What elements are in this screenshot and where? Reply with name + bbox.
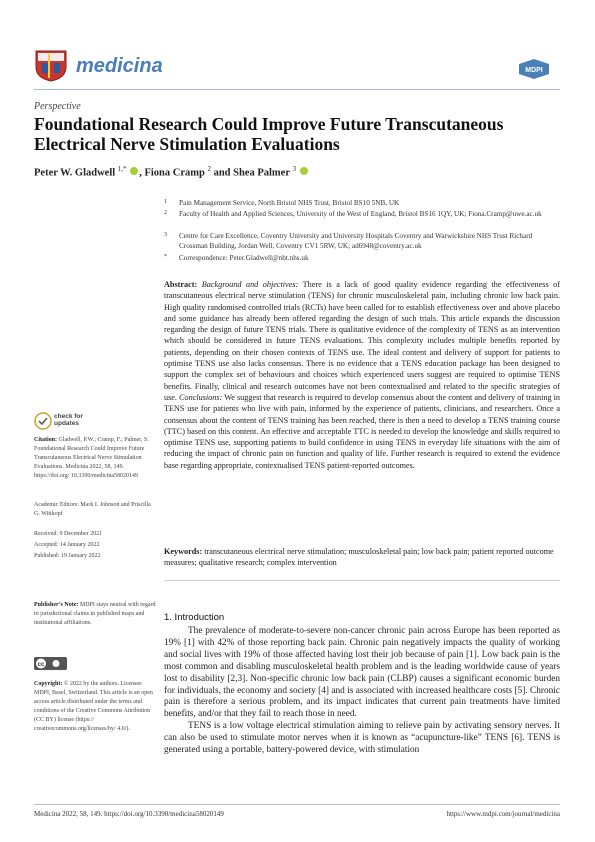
publisher-note — [34, 601, 158, 628]
author-name[interactable]: Shea Palmer — [233, 167, 290, 179]
affiliation-2 — [164, 210, 560, 220]
copyright-text: © 2022 by the authors. Licensee MDPI, Basel, Switzerland. This article is an open access article distributed under the terms and conditions of the Creative Commons Attribution (CC BY) license (https:// creativecommons.org/licenses/by/ 4.0/). — [34, 681, 153, 732]
body-text — [164, 626, 560, 757]
check-for-updates[interactable] — [54, 413, 83, 427]
affiliation-3 — [164, 232, 560, 251]
author-name[interactable]: Peter W. Gladwell — [34, 167, 116, 179]
copyright-label: Copyright: — [34, 681, 63, 687]
journal-name[interactable]: medicina — [76, 55, 163, 77]
publisher-note-text: MDPI stays neutral with regard to jurisdictional claims in published maps and institutional affiliations. — [34, 602, 156, 626]
citation-label: Citation: — [34, 437, 57, 443]
journal-logo-icon — [34, 49, 68, 82]
affiliation-1 — [164, 199, 560, 209]
abstract-conclusions: We suggest that research is required to develop consensus about the content and delivery of training in TENS use for patients who live with pain, informed by the experience of patients, clinicians, and researchers. Once a consensus about the content of TENS training has been reached, there is then a need to develop a TENS training course (TTC) based on this content. An effective and acceptable TTC is needed to develop the knowledge and skills required to optimise TENS use, supporting patients to build confidence in using TENS in everyday life situations with the aim of reducing the impact of chronic pain on function and quality of life. Further research is required to extend the evidence base regarding appropriate, contextualised TENS patient-reported outcomes. — [164, 392, 561, 470]
paragraph: TENS is a low voltage electrical stimulation aiming to relieve pain by activating sensory nerves. It can also be used to stimulate motor nerves when it is known as “acupuncture-like” TENS [6]. TENS is generated using a portable, battery-powered device, with stimulation — [164, 721, 560, 756]
check-for-updates-line1: check for — [54, 413, 83, 420]
affiliation-number: 2 — [164, 210, 167, 216]
affiliation-number: 3 — [164, 232, 167, 238]
academic-editors: Academic Editors: Mark I. Johnson and Priscilla G. Wittkopf — [34, 502, 151, 517]
article-title: Foundational Research Could Improve Future Transcutaneous Electrical Nerve Stimulation Evaluations — [34, 114, 504, 154]
received-date: Received: 9 December 2021 — [34, 531, 103, 537]
published-date: Published: 19 January 2022 — [34, 553, 101, 559]
cc-badge-text: cc — [37, 662, 45, 668]
citation-block — [34, 436, 158, 481]
footer-journal-link[interactable]: https://www.mdpi.com/journal/medicina — [446, 810, 560, 818]
copyright-block — [34, 680, 158, 734]
author-affiliation-marker: 3 — [292, 165, 296, 173]
citation-text[interactable]: Gladwell, P.W.; Cramp, F.; Palmer, S. Foundational Research Could Improve Future Transcutaneous Electrical Nerve Stimulation Evaluations. Medicina 2022, 58, 149. https://doi.org/ 10.3390/medicina58020149 — [34, 437, 149, 479]
check-for-updates-icon[interactable] — [34, 412, 52, 430]
author-affiliation-marker: 2 — [207, 165, 211, 173]
header-divider — [34, 89, 560, 90]
abstract-background-label: Background and objectives: — [201, 280, 299, 289]
creative-commons-icon[interactable] — [34, 657, 67, 670]
footer-citation[interactable]: Medicina 2022, 58, 149. https://doi.org/10.3390/medicina58020149 — [34, 810, 224, 818]
orcid-icon[interactable] — [300, 167, 308, 175]
paragraph: The prevalence of moderate-to-severe non-cancer chronic pain across Europe has been reported as 19% [1] with 42% of those reporting back pain. Chronic pain negatively impacts the quality of working and social lives with 19% of those affected having lost their job because of pain [1]. Low back pain is the most common and disabling musculoskeletal health problem and is the leading worldwide cause of years lost to disability [2,3]. Non-specific chronic low back pain (CLBP) causes a significant economic burden for individuals, the economy and society [4] and is associated with increased healthcare costs [5]. Chronic pain is therefore a serious problem, and its impact indicates that current pain treatments have limited benefits, and/or that they fail to reach those in need. — [164, 626, 560, 720]
author-name[interactable]: Fiona Cramp — [144, 167, 205, 179]
affiliation-text: Centre for Care Excellence, Coventry University and University Hospitals Coventry and Warwickshire NHS Trust Richard Crossman Building, Jordan Well, Coventry CV1 5RW, UK; ad6948@coventry.ac.uk — [179, 232, 533, 250]
affiliation-text: Pain Management Service, North Bristol NHS Trust, Bristol BS10 5NB, UK — [179, 199, 400, 207]
abstract-conclusions-label: Conclusions: — [179, 392, 223, 402]
orcid-icon[interactable] — [130, 167, 138, 175]
article-type: Perspective — [34, 101, 81, 112]
abstract-divider — [164, 580, 560, 581]
section-heading: 1. Introduction — [164, 612, 225, 623]
mdpi-logo-icon[interactable] — [519, 59, 549, 79]
correspondence — [164, 254, 560, 264]
abstract-label: Abstract: — [164, 280, 198, 289]
keywords — [164, 546, 560, 569]
mdpi-logo-text: MDPI — [525, 67, 543, 74]
keywords-text: transcutaneous electrical nerve stimulation; musculoskeletal pain; low back pain; patient reported outcome measures; qualitative research; complex intervention — [164, 547, 554, 568]
author-affiliation-marker: 1,* — [117, 165, 127, 173]
footer-divider — [34, 804, 560, 805]
abstract-background: There is a lack of good quality evidence regarding the effectiveness of transcutaneous electrical nerve stimulation (TENS) for chronic musculoskeletal pain, including chronic low back pain. High quality randomised controlled trials (RCTs) have been called for to establish effectiveness over and above placebo and some guidance has already been offered regarding the design of such trials. This article expands the discussion regarding the design of future TENS trials. There is qualitative evidence of the complexity of TENS as an intervention which should be considered in future TENS evaluations. This complexity includes multiple benefits reported by patients, depending on their chosen contexts of TENS use. The ideal content and delivery of support for patients to optimise TENS use also lacks consensus. There is no evidence that a TENS education package has been designed to support the complex set of behaviours and choices which experienced users suggest are required to optimise TENS benefits. Finally, clinical and research outcomes have not been contextualised and related to the specific strategies of use. — [164, 280, 560, 402]
affiliation-number: 1 — [164, 199, 167, 205]
affiliation-number: * — [164, 254, 167, 260]
keywords-label: Keywords: — [164, 547, 203, 556]
publisher-note-label: Publisher’s Note: — [34, 602, 79, 608]
author-list: Peter W. Gladwell $^{1,*}$ , Fiona Cramp $^2$ and Shea Palmer $^3$ — [34, 165, 309, 179]
affiliation-text: Faculty of Health and Applied Sciences, University of the West of England, Bristol BS16 1QY, UK; Fiona.Cramp@uwe.ac.uk — [179, 210, 542, 218]
check-for-updates-line2: updates — [54, 420, 79, 427]
abstract — [164, 279, 560, 471]
correspondence-text[interactable]: Correspondence: Peter.Gladwell@nbt.nhs.uk — [179, 254, 309, 262]
author-conjunction: and — [213, 167, 231, 179]
accepted-date: Accepted: 14 January 2022 — [34, 542, 100, 548]
